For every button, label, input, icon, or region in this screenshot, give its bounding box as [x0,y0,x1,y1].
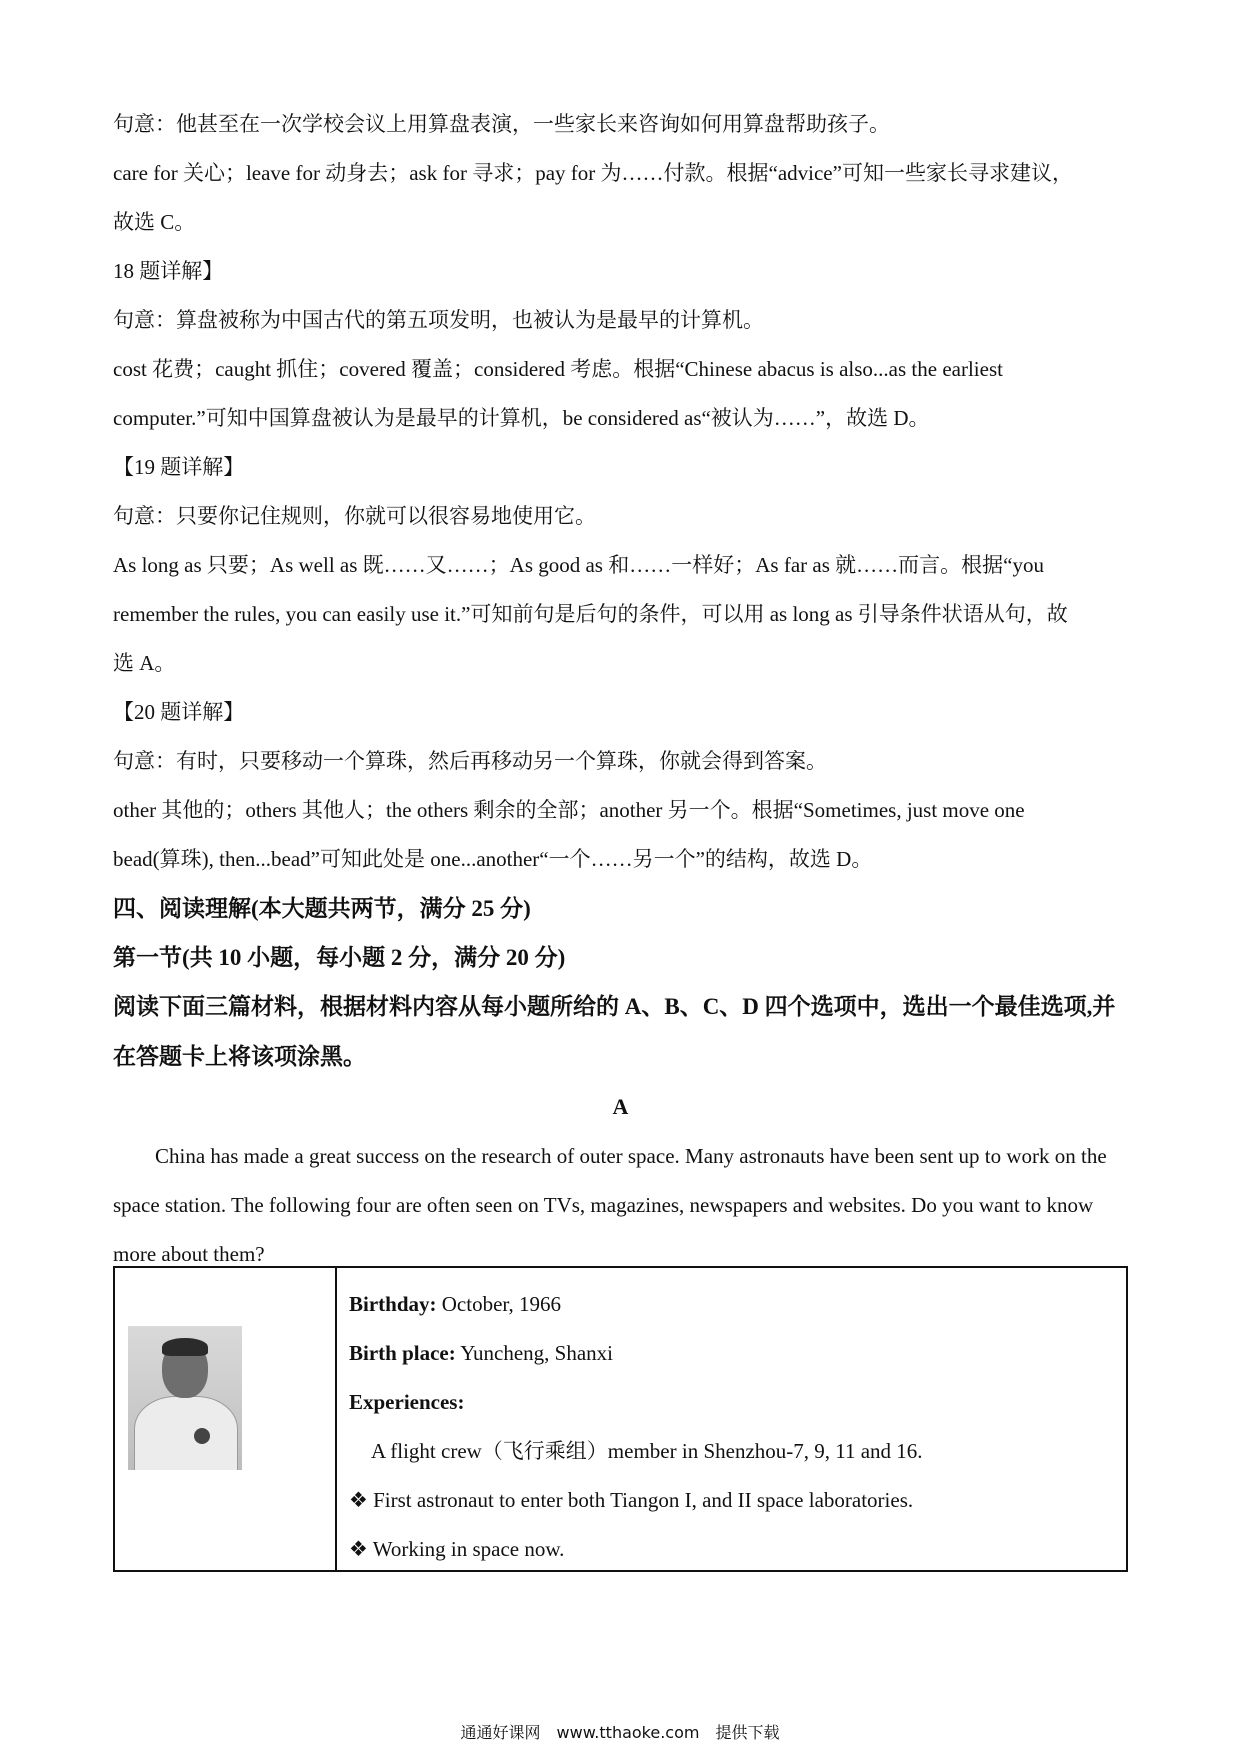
birthplace-row [349,1329,1126,1378]
question-heading: 18 题详解】 [113,259,224,283]
passage-label: A [612,1094,629,1119]
text-line: care for 关心；leave for 动身去；ask for 寻求；pay for 为……付款。根据“advice”可知一些家长寻求建议， [113,161,1073,185]
text-line: As long as 只要；As well as 既……又……；As good as 和……一样好；As far as 就……而言。根据“you [113,553,1044,577]
page-footer: 通通好课网 www.tthaoke.com 提供下载 [460,1723,780,1742]
birthday-label: Birthday: [349,1292,437,1316]
experience-item: A flight crew（飞行乘组）member in Shenzhou-7, 9, 11 and 16. [371,1439,923,1463]
section-instruction: 阅读下面三篇材料，根据材料内容从每小题所给的 A、B、C、D 四个选项中，选出一个最佳选项,并在答题卡上将该项涂黑。 [113,994,1116,1069]
experiences-row [349,1378,1126,1427]
question-heading: 【20 题详解】 [113,700,245,724]
text-line: bead(算珠), then...bead”可知此处是 one...another“一个……另一个”的结构，故选 D。 [113,847,873,871]
text-line: 句意：只要你记住规则，你就可以很容易地使用它。 [113,504,596,528]
astronaut-card [113,1266,1128,1572]
text-line: 选 A。 [113,651,176,675]
document-body [113,100,1128,1279]
text-line: other 其他的；others 其他人；the others 剩余的全部；another 另一个。根据“Sometimes, just move one [113,798,1025,822]
birthday-value: October, 1966 [436,1292,562,1316]
experience-item: ❖ First astronaut to enter both Tiangon I, and II space laboratories. [349,1488,914,1512]
question-heading: 【19 题详解】 [113,455,245,479]
info-cell [337,1268,1126,1570]
experience-item: ❖ Working in space now. [349,1537,565,1561]
text-line: computer.”可知中国算盘被认为是最早的计算机，be considered as“被认为……”，故选 D。 [113,406,930,430]
photo-cell [115,1268,337,1570]
text-line: 句意：算盘被称为中国古代的第五项发明，也被认为是最早的计算机。 [113,308,764,332]
text-line: 故选 C。 [113,210,196,234]
text-line: 句意：他甚至在一次学校会议上用算盘表演，一些家长来咨询如何用算盘帮助孩子。 [113,112,890,136]
passage-intro: China has made a great success on the research of outer space. Many astronauts have been sent up to work on the space station. The following four are often seen on TVs, magazines, newspapers and websites. Do you want to know more about them? [113,1144,1107,1266]
section-part: 第一节(共 10 小题，每小题 2 分，满分 20 分) [113,945,566,970]
experiences-label: Experiences: [349,1390,465,1414]
birthplace-label: Birth place: [349,1341,456,1365]
section-title: 四、阅读理解(本大题共两节，满分 25 分) [113,896,531,921]
birthday-row [349,1280,1126,1329]
text-line: remember the rules, you can easily use it.”可知前句是后句的条件，可以用 as long as 引导条件状语从句，故 [113,602,1068,626]
birthplace-value: Yuncheng, Shanxi [455,1341,614,1365]
text-line: cost 花费；caught 抓住；covered 覆盖；considered 考虑。根据“Chinese abacus is also...as the earliest [113,357,1003,381]
text-line: 句意：有时，只要移动一个算珠，然后再移动另一个算珠，你就会得到答案。 [113,749,827,773]
astronaut-photo [128,1326,242,1470]
